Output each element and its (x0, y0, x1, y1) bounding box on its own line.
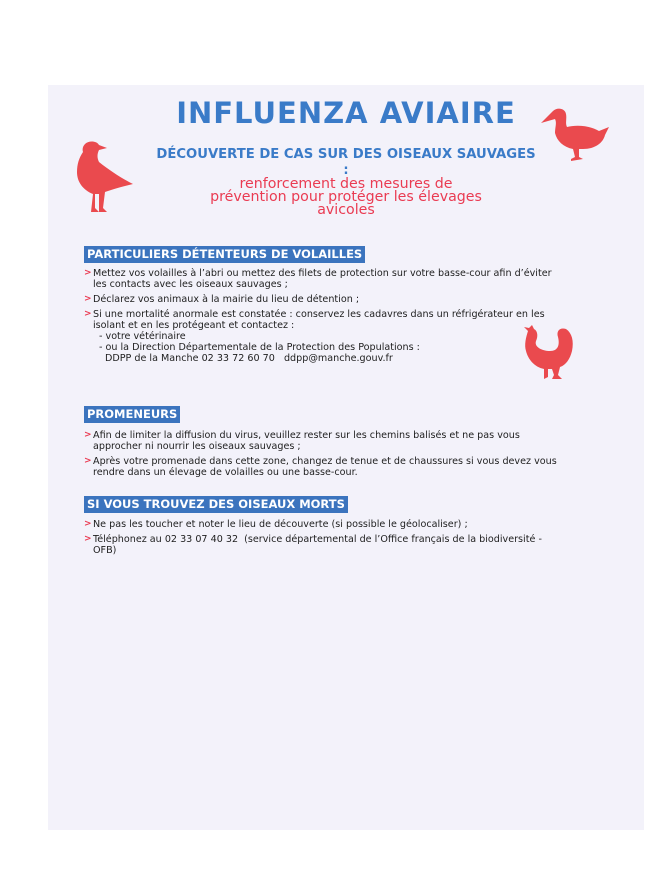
contact-vet: - votre vétérinaire (99, 331, 186, 342)
chevron-right-icon: > (84, 456, 92, 466)
list-item (84, 309, 612, 364)
prevention-line: avicoles (317, 202, 375, 218)
list-item (84, 268, 612, 290)
contact-ddpp-label: - ou la Direction Départementale de la Protection des Populations : (99, 342, 420, 353)
list-item (84, 294, 612, 305)
list-item (84, 456, 612, 478)
prevention-heading (48, 178, 644, 217)
item-text: Ne pas les toucher et noter le lieu de découverte (si possible le géolocaliser) ; (93, 519, 468, 530)
item-text: Afin de limiter la diffusion du virus, veuillez rester sur les chemins balisés et ne pas vous (93, 430, 520, 441)
item-text: Téléphonez au 02 33 07 40 32 (service départemental de l’Office français de la biodiversité - (93, 534, 542, 545)
item-text: Mettez vos volailles à l’abri ou mettez des filets de protection sur votre basse-cour afin d’éviter (93, 268, 552, 279)
chevron-right-icon: > (84, 534, 92, 544)
item-text: OFB) (93, 545, 117, 556)
section-header-oiseaux-morts: SI VOUS TROUVEZ DES OISEAUX MORTS (84, 496, 348, 513)
item-text: approcher ni nourrir les oiseaux sauvages ; (93, 441, 301, 452)
chevron-right-icon: > (84, 309, 92, 319)
item-text: les contacts avec les oiseaux sauvages ; (93, 279, 288, 290)
contact-ddpp-details: DDPP de la Manche 02 33 72 60 70 ddpp@manche.gouv.fr (105, 353, 393, 364)
item-text: Déclarez vos animaux à la mairie du lieu de détention ; (93, 294, 360, 305)
chevron-right-icon: > (84, 294, 92, 304)
section-particuliers-list (84, 268, 612, 368)
section-header-promeneurs: PROMENEURS (84, 406, 180, 423)
chevron-right-icon: > (84, 519, 92, 529)
page-subtitle: DÉCOUVERTE DE CAS SUR DES OISEAUX SAUVAGES (156, 147, 536, 162)
prevention-line: prévention pour protéger les élevages (210, 189, 482, 205)
list-item (84, 534, 612, 556)
item-text: Après votre promenade dans cette zone, changez de tenue et de chaussures si vous devez vous (93, 456, 557, 467)
page-title: INFLUENZA AVIAIRE (176, 96, 516, 130)
prevention-line: renforcement des mesures de (239, 176, 453, 192)
flyer-page (48, 85, 644, 830)
subtitle-colon: : (343, 163, 349, 178)
item-text: Si une mortalité anormale est constatée : conservez les cadavres dans un réfrigérateur en les (93, 309, 545, 320)
chevron-right-icon: > (84, 268, 92, 278)
section-oiseaux-morts-list (84, 519, 612, 560)
item-text: isolant et en les protégeant et contactez : (93, 320, 295, 331)
list-item (84, 430, 612, 452)
item-text: rendre dans un élevage de volailles ou une basse-cour. (93, 467, 358, 478)
list-item (84, 519, 612, 530)
section-promeneurs-list (84, 430, 612, 482)
chevron-right-icon: > (84, 430, 92, 440)
section-header-particuliers: PARTICULIERS DÉTENTEURS DE VOLAILLES (84, 246, 365, 263)
